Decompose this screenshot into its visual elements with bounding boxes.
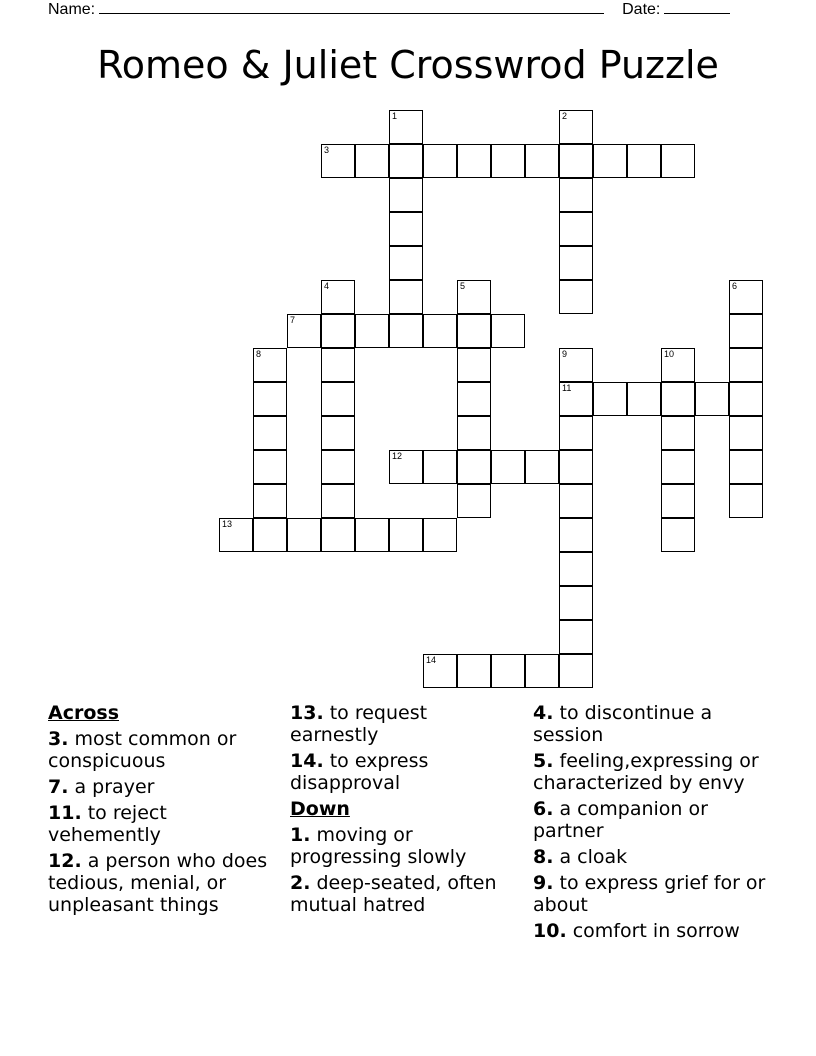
grid-cell[interactable]	[559, 450, 593, 484]
grid-cell[interactable]	[729, 450, 763, 484]
grid-cell[interactable]	[389, 110, 423, 144]
clue-across-7: 7. a prayer	[48, 776, 155, 798]
grid-cell[interactable]	[321, 484, 355, 518]
clue-across-14: 14. to express disapproval	[290, 750, 429, 794]
grid-cell[interactable]	[661, 382, 695, 416]
grid-cell[interactable]	[287, 518, 321, 552]
grid-cell[interactable]	[559, 654, 593, 688]
grid-cell[interactable]	[389, 314, 423, 348]
grid-cell[interactable]	[695, 382, 729, 416]
grid-cell[interactable]	[593, 144, 627, 178]
clue-number: 5	[460, 281, 466, 291]
grid-cell[interactable]	[253, 450, 287, 484]
grid-cell[interactable]	[559, 586, 593, 620]
grid-cell[interactable]	[729, 484, 763, 518]
clue-number: 3	[324, 145, 330, 155]
grid-cell[interactable]	[661, 484, 695, 518]
grid-cell[interactable]	[559, 484, 593, 518]
grid-cell[interactable]	[457, 144, 491, 178]
grid-cell[interactable]	[355, 518, 389, 552]
clues-column-1	[48, 702, 278, 920]
grid-cell[interactable]	[253, 416, 287, 450]
grid-cell[interactable]	[457, 654, 491, 688]
grid-cell[interactable]	[627, 144, 661, 178]
clue-across-13: 13. to request earnestly	[290, 702, 428, 746]
grid-cell[interactable]	[253, 382, 287, 416]
date-label: Date:	[622, 1, 661, 18]
page-title: Romeo & Juliet Crosswrod Puzzle	[97, 43, 719, 87]
grid-cell[interactable]	[423, 450, 457, 484]
grid-cell[interactable]	[661, 416, 695, 450]
grid-cell[interactable]	[389, 178, 423, 212]
clues-column-3	[533, 702, 773, 946]
grid-cell[interactable]	[559, 212, 593, 246]
grid-cell[interactable]	[321, 314, 355, 348]
grid-cell[interactable]	[559, 178, 593, 212]
clue-across-11: 11. to reject vehemently	[48, 802, 167, 846]
clue-down-6: 6. a companion or partner	[533, 798, 708, 842]
grid-cell[interactable]	[661, 144, 695, 178]
grid-cell[interactable]	[423, 518, 457, 552]
grid-cell[interactable]	[661, 518, 695, 552]
grid-cell[interactable]	[457, 348, 491, 382]
grid-cell[interactable]	[559, 518, 593, 552]
clue-down-9: 9. to express grief for or about	[533, 872, 766, 916]
clue-down-4: 4. to discontinue a session	[533, 702, 713, 746]
clue-down-1: 1. moving or progressing slowly	[290, 824, 467, 868]
clue-number: 4	[324, 281, 330, 291]
grid-cell[interactable]	[593, 382, 627, 416]
grid-cell[interactable]	[491, 314, 525, 348]
grid-cell[interactable]	[627, 382, 661, 416]
grid-cell[interactable]	[389, 212, 423, 246]
grid-cell[interactable]	[321, 348, 355, 382]
date-field[interactable]	[664, 0, 730, 14]
grid-cell[interactable]	[559, 552, 593, 586]
grid-cell[interactable]	[457, 280, 491, 314]
grid-cell[interactable]	[457, 416, 491, 450]
grid-cell[interactable]	[423, 144, 457, 178]
grid-cell[interactable]	[729, 348, 763, 382]
clue-number: 7	[290, 315, 296, 325]
clue-across-3: 3. most common or conspicuous	[48, 728, 237, 772]
grid-cell[interactable]	[423, 314, 457, 348]
grid-cell[interactable]	[491, 144, 525, 178]
grid-cell[interactable]	[525, 654, 559, 688]
clue-down-5: 5. feeling,expressing or characterized by envy	[533, 750, 759, 794]
clue-number: 6	[732, 281, 738, 291]
grid-cell[interactable]	[491, 450, 525, 484]
grid-cell[interactable]	[559, 280, 593, 314]
header	[48, 0, 748, 20]
grid-cell[interactable]	[321, 518, 355, 552]
grid-cell[interactable]	[559, 144, 593, 178]
grid-cell[interactable]	[525, 450, 559, 484]
grid-cell[interactable]	[321, 416, 355, 450]
clue-number: 1	[392, 111, 398, 121]
grid-cell[interactable]	[287, 314, 321, 348]
grid-cell[interactable]	[355, 314, 389, 348]
down-heading: Down	[290, 798, 350, 820]
grid-cell[interactable]	[219, 518, 253, 552]
grid-cell[interactable]	[457, 450, 491, 484]
across-heading: Across	[48, 702, 120, 724]
grid-cell[interactable]	[457, 314, 491, 348]
clue-number: 12	[392, 451, 403, 461]
grid-cell[interactable]	[559, 348, 593, 382]
clue-down-8: 8. a cloak	[533, 846, 628, 868]
grid-cell[interactable]	[253, 348, 287, 382]
clue-number: 8	[256, 349, 262, 359]
grid-cell[interactable]	[729, 382, 763, 416]
grid-cell[interactable]	[729, 416, 763, 450]
grid-cell[interactable]	[389, 246, 423, 280]
grid-cell[interactable]	[321, 382, 355, 416]
clue-down-2: 2. deep-seated, often mutual hatred	[290, 872, 497, 916]
grid-cell[interactable]	[423, 654, 457, 688]
grid-cell[interactable]	[389, 144, 423, 178]
grid-cell[interactable]	[729, 314, 763, 348]
clue-number: 10	[664, 349, 675, 359]
grid-cell[interactable]	[457, 484, 491, 518]
grid-cell[interactable]	[389, 518, 423, 552]
clue-number: 11	[562, 383, 572, 393]
grid-cell[interactable]	[389, 450, 423, 484]
grid-cell[interactable]	[253, 484, 287, 518]
grid-cell[interactable]	[457, 382, 491, 416]
grid-cell[interactable]	[355, 144, 389, 178]
grid-cell[interactable]	[729, 280, 763, 314]
grid-cell[interactable]	[661, 348, 695, 382]
grid-cell[interactable]	[559, 110, 593, 144]
name-label: Name:	[48, 1, 96, 18]
clue-number: 13	[222, 519, 233, 529]
grid-cell[interactable]	[525, 144, 559, 178]
grid-cell[interactable]	[491, 654, 525, 688]
grid-cell[interactable]	[661, 450, 695, 484]
clue-across-12: 12. a person who does tedious, menial, or unpleasant things	[48, 850, 268, 916]
clues-column-2	[290, 702, 520, 920]
name-field[interactable]	[99, 0, 604, 14]
grid-cell[interactable]	[321, 280, 355, 314]
grid-cell[interactable]	[389, 280, 423, 314]
grid-cell[interactable]	[253, 518, 287, 552]
clue-number: 2	[562, 111, 568, 121]
grid-cell[interactable]	[559, 382, 593, 416]
clue-down-10: 10. comfort in sorrow	[533, 920, 740, 942]
grid-cell[interactable]	[559, 416, 593, 450]
grid-cell[interactable]	[559, 620, 593, 654]
grid-cell[interactable]	[321, 144, 355, 178]
clue-number: 14	[426, 655, 437, 665]
grid-cell[interactable]	[559, 246, 593, 280]
clue-number: 9	[562, 349, 568, 359]
grid-cell[interactable]	[321, 450, 355, 484]
